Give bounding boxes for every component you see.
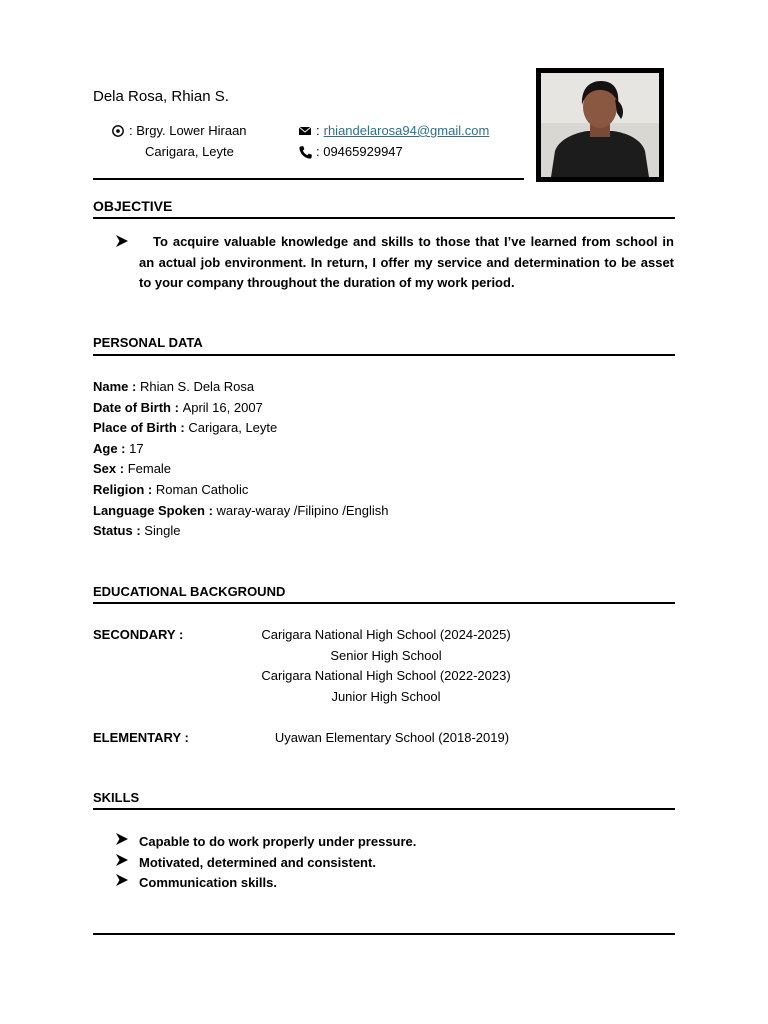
email-link[interactable]: rhiandelarosa94@gmail.com: [323, 123, 490, 138]
arrow-bullet-icon: [115, 832, 139, 853]
phone-number: : 09465929947: [316, 144, 403, 159]
pd-pob: Place of Birth : Carigara, Leyte: [93, 420, 278, 436]
objective-heading: OBJECTIVE: [93, 198, 173, 214]
profile-photo: [536, 68, 664, 182]
list-item: Capable to do work properly under pressure.: [115, 832, 416, 853]
arrow-bullet-icon: [115, 873, 139, 894]
secondary-school-1: Carigara National High School (2024-2025): [261, 627, 511, 642]
skills-list: [115, 832, 416, 894]
envelope-icon: [298, 124, 312, 138]
skills-rule: [93, 808, 675, 810]
pd-dob: Date of Birth : April 16, 2007: [93, 399, 263, 415]
location-pin-icon: [111, 124, 125, 138]
address-line-1-text: : Brgy. Lower Hiraan: [129, 123, 247, 138]
address-line-2: Carigara, Leyte: [145, 144, 234, 159]
footer-rule: [93, 933, 675, 935]
objective-text: To acquire valuable knowledge and skills to those that I’ve learned from school in an actual job environment. In return, I offer my service and determination to be asset to your company throughout the duration of my work period.: [139, 234, 674, 290]
arrow-bullet-icon: [115, 234, 129, 251]
pd-status: Status : Single: [93, 523, 181, 539]
pd-language: Language Spoken : waray-waray /Filipino /English: [93, 502, 389, 518]
phone-icon: [298, 145, 312, 159]
secondary-label: SECONDARY :: [93, 627, 184, 642]
education-heading: EDUCATIONAL BACKGROUND: [93, 584, 286, 599]
skills-heading: SKILLS: [93, 790, 140, 805]
address-line-1: [111, 123, 247, 138]
objective-rule: [93, 217, 675, 219]
personal-data-list: [93, 377, 388, 542]
secondary-level-1: Senior High School: [330, 648, 442, 663]
pd-sex: Sex : Female: [93, 461, 172, 477]
email-line: [298, 123, 489, 138]
pd-name: Name : Rhian S. Dela Rosa: [93, 379, 255, 394]
personal-data-heading: PERSONAL DATA: [93, 335, 203, 350]
header-divider: [93, 178, 524, 180]
pd-age: Age : 17: [93, 440, 144, 456]
secondary-level-2: Junior High School: [331, 689, 441, 704]
education-rule: [93, 602, 675, 604]
pd-religion: Religion : Roman Catholic: [93, 481, 249, 497]
elementary-label: ELEMENTARY :: [93, 730, 189, 745]
secondary-school-2: Carigara National High School (2022-2023): [261, 668, 511, 683]
arrow-bullet-icon: [115, 853, 139, 874]
personal-data-rule: [93, 354, 675, 356]
applicant-name: Dela Rosa, Rhian S.: [93, 88, 229, 105]
elementary-school: Uyawan Elementary School (2018-2019): [274, 730, 510, 745]
phone-line: [298, 144, 403, 159]
list-item: Motivated, determined and consistent.: [115, 853, 416, 874]
email-prefix: :: [316, 123, 320, 138]
list-item: Communication skills.: [115, 873, 416, 894]
